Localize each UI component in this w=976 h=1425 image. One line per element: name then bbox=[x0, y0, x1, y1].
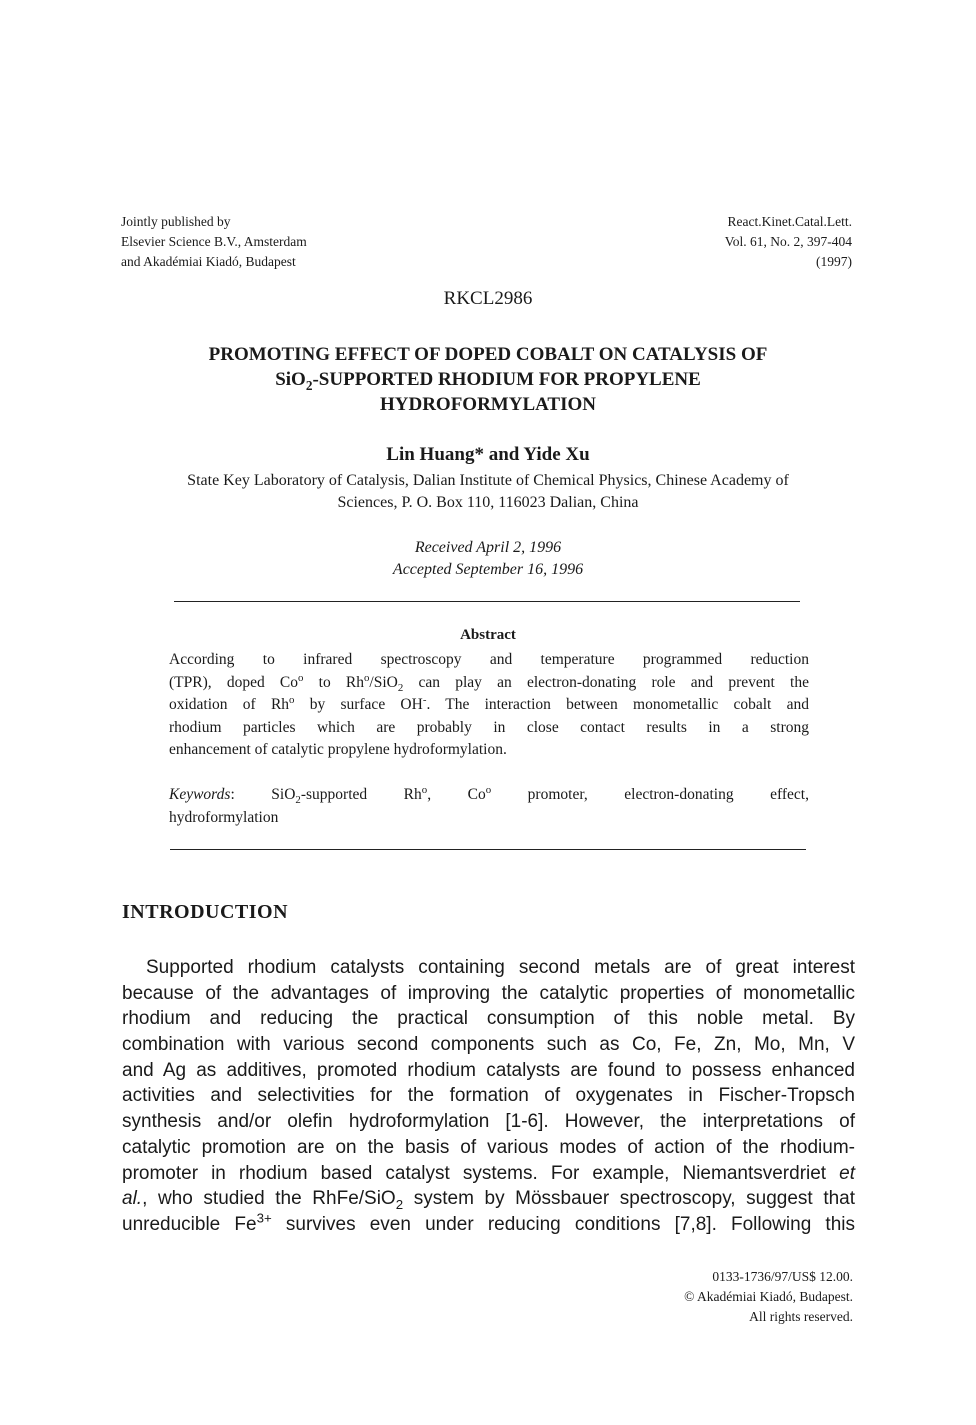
abstract-heading: Abstract bbox=[460, 627, 516, 643]
journal-line: (1997) bbox=[816, 254, 852, 269]
body-line: activities and selectivities for the formation of oxygenates in Fischer-Tropsch bbox=[122, 1085, 855, 1107]
affiliation-line: Sciences, P. O. Box 110, 116023 Dalian, China bbox=[337, 494, 639, 511]
abstract-text bbox=[169, 649, 809, 762]
body-line: catalytic promotion are on the basis of various modes of action of the rhodium- bbox=[122, 1136, 855, 1158]
body-line: promoter in rhodium based catalyst systems. For example, Niemantsverdriet et bbox=[122, 1162, 855, 1184]
title-line: PROMOTING EFFECT OF DOPED COBALT ON CATALYSIS OF bbox=[208, 344, 768, 365]
publisher-line: and Akadémiai Kiadó, Budapest bbox=[121, 254, 296, 269]
abstract-line: enhancement of catalytic propylene hydroformylation. bbox=[169, 741, 507, 758]
authors: Lin Huang* and Yide Xu bbox=[386, 444, 590, 465]
body-line: unreducible $Fe^{3+}$ survives even under reducing conditions [7,8]. Following this bbox=[122, 1210, 855, 1235]
paper-title bbox=[140, 342, 836, 417]
copyright-footer bbox=[684, 1267, 853, 1327]
abstract-line: (TPR), doped Co$^o$ to $Rh^o/SiO_2$ can play an electron-donating role and prevent the bbox=[169, 671, 809, 694]
body-line: al., who studied the RhFe/SiO$_2$ system by Mössbauer spectroscopy, suggest that bbox=[122, 1188, 856, 1212]
keywords-line: hydroformylation bbox=[169, 808, 279, 826]
body-line: synthesis and/or olefin hydroformylation [1-6]. However, the interpretations of bbox=[122, 1111, 855, 1133]
divider-bottom bbox=[170, 849, 806, 850]
divider-top bbox=[174, 601, 800, 602]
received-date: Received April 2, 1996 bbox=[414, 539, 562, 556]
abstract-line: rhodium particles which are probably in close contact results in a strong bbox=[169, 718, 809, 736]
journal-line: Vol. 61, No. 2, 397-404 bbox=[724, 234, 852, 249]
keywords-label: Keywords bbox=[169, 786, 231, 803]
title-line: HYDROFORMYLATION bbox=[379, 394, 597, 415]
dates bbox=[0, 537, 976, 581]
publisher-line: Elsevier Science B.V., Amsterdam bbox=[121, 234, 307, 249]
journal-line: React.Kinet.Catal.Lett. bbox=[727, 214, 852, 229]
title-line bbox=[140, 367, 836, 392]
accepted-date: Accepted September 16, 1996 bbox=[392, 561, 584, 578]
footer-line: 0133-1736/97/US$ 12.00. bbox=[712, 1269, 853, 1284]
body-line: combination with various second components such as Co, Fe, Zn, Mo, Mn, V bbox=[122, 1034, 855, 1056]
section-heading: INTRODUCTION bbox=[122, 901, 289, 923]
body-text bbox=[122, 955, 855, 1238]
title-subscript: 2 bbox=[305, 377, 313, 393]
body-line: and Ag as additives, promoted rhodium catalysts are found to possess enhanced bbox=[122, 1059, 855, 1081]
publisher-line: Jointly published by bbox=[121, 214, 231, 229]
body-line: because of the advantages of improving the catalytic properties of monometallic bbox=[122, 982, 855, 1004]
publisher-block bbox=[121, 212, 307, 272]
journal-citation bbox=[725, 212, 852, 272]
affiliation-line: State Key Laboratory of Catalysis, Dalian Institute of Chemical Physics, Chinese Academy of bbox=[187, 472, 789, 489]
body-line: rhodium and reducing the practical consumption of this noble metal. By bbox=[122, 1008, 855, 1030]
affiliation bbox=[120, 470, 856, 514]
abstract-line: According to infrared spectroscopy and temperature programmed reduction bbox=[169, 651, 809, 668]
title-text: -SUPPORTED RHODIUM FOR PROPYLENE bbox=[312, 369, 701, 390]
paper-code: RKCL2986 bbox=[443, 288, 533, 309]
title-text: SiO bbox=[275, 369, 306, 390]
footer-line: © Akadémiai Kiadó, Budapest. bbox=[684, 1289, 853, 1304]
keywords bbox=[169, 784, 809, 829]
abstract-line: oxidation of Rh$^o$ by surface OH-. The interaction between monometallic cobalt and bbox=[169, 693, 809, 713]
body-line: Supported rhodium catalysts containing second metals are of great interest bbox=[146, 957, 855, 978]
keywords-line: Keywords: SiO$_2$-supported Rh$^o$, Co$^o$ promoter, electron-donating effect, bbox=[169, 783, 809, 807]
footer-line: All rights reserved. bbox=[749, 1309, 853, 1324]
